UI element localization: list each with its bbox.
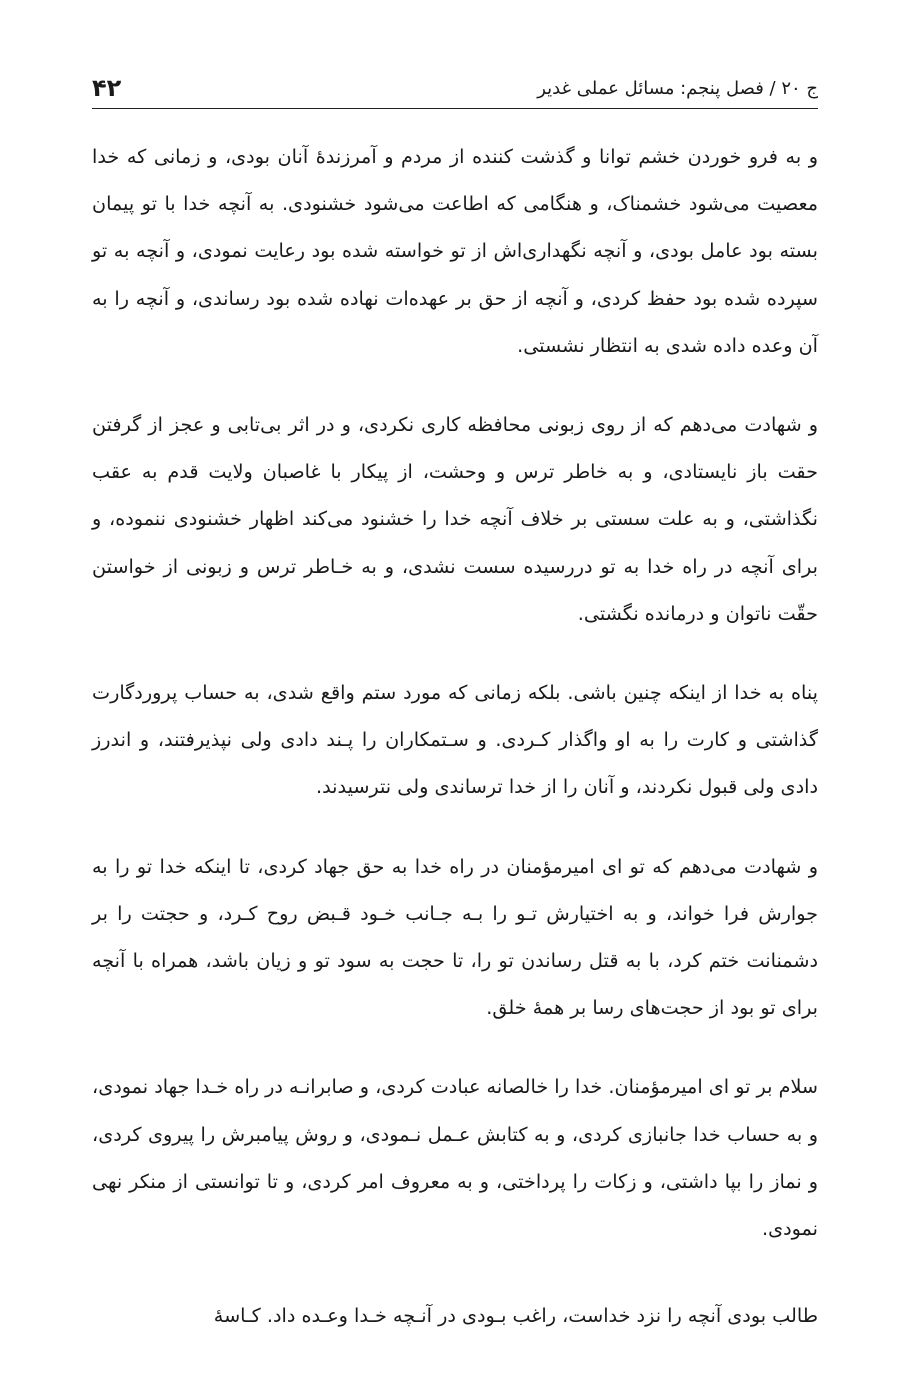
body-text bbox=[92, 133, 818, 1339]
paragraph: و به فرو خوردن خشم توانا و گذشت کننده از مردم و آمرزندۀ آنان بودی، و زمانی که خدا معصیت می‌شود خشمناک، و هنگامی که اطاعت می‌شود خشنودی. به آنچه خدا با تو پیمان بسته بود عامل بودی، و آنچه نگهداری‌اش از تو خواسته شده بود رعایت نمودی، و آنچه به تو سپرده شده بود حفظ کردی، و آنچه از حق بر عهده‌ات نهاده شده بود رساندی، و آنچه را به آن وعده داده شدی به انتظار نشستی. bbox=[92, 145, 818, 357]
page-number: ۴۲ bbox=[92, 74, 122, 102]
paragraph: پناه به خدا از اینکه چنین باشی. بلکه زمانی که مورد ستم واقع شدی، به حساب پروردگارت گذاشتی و کارت را به او واگذار کـردی. و سـتمکاران را پـند دادی ولی نپذیرفتند، و اندرز دادی ولی قبول نکردند، و آنان را از خدا ترساندی ولی نترسیدند. bbox=[92, 681, 818, 799]
paragraph: سلام بر تو ای امیرمؤمنان. خدا را خالصانه عبادت کردی، و صابرانـه در راه خـدا جهاد نمودی، و به حساب خدا جانبازی کردی، و به کتابش عـمل نـمودی، و روش پیامبرش را پیروی کردی، و نماز را بپا داشتی، و زکات را پرداختی، و به معروف امر کردی، و تا توانستی از منکر نهی نمودی. bbox=[92, 1075, 818, 1241]
book-page bbox=[92, 60, 818, 1360]
page-header bbox=[92, 60, 818, 109]
paragraph: و شهادت می‌دهم که از روی زبونی محافظه کاری نکردی، و در اثر بی‌تابی و عجز از گرفتن حقت باز نایستادی، و به خاطر ترس و وحشت، از پیکار با غاصبان ولایت قدم به عقب نگذاشتی، و به علت سستی بر خلاف آنچه خدا را خشنود می‌کند اظهار خشنودی ننموده، و برای آنچه در راه خدا به تو دررسیده سست نشدی، و به خـاطر ترس و زبونی از خواستن حقّت ناتوان و درمانده نگشتی. bbox=[92, 413, 818, 625]
paragraph: طالب بودی آنچه را نزد خداست، راغب بـودی در آنـچه خـدا وعـده داد. کـاسۀ bbox=[213, 1304, 818, 1328]
running-title: ج ۲۰ / فصل پنجم: مسائل عملی غدیر bbox=[537, 78, 818, 99]
paragraph: و شهادت می‌دهم که تو ای امیرمؤمنان در راه خدا به حق جهاد کردی، تا اینکه خدا تو را به جوارش فرا خواند، و به اختیارش تـو را بـه جـانب خـود قـبض روح کـرد، و حجتت را بر دشمنانت ختم کرد، با به قتل رساندن تو را، تا حجت به سود تو و زیان باشد، همراه با آنچه برای تو بود از حجت‌های رسا بر همۀ خلق. bbox=[92, 854, 818, 1020]
